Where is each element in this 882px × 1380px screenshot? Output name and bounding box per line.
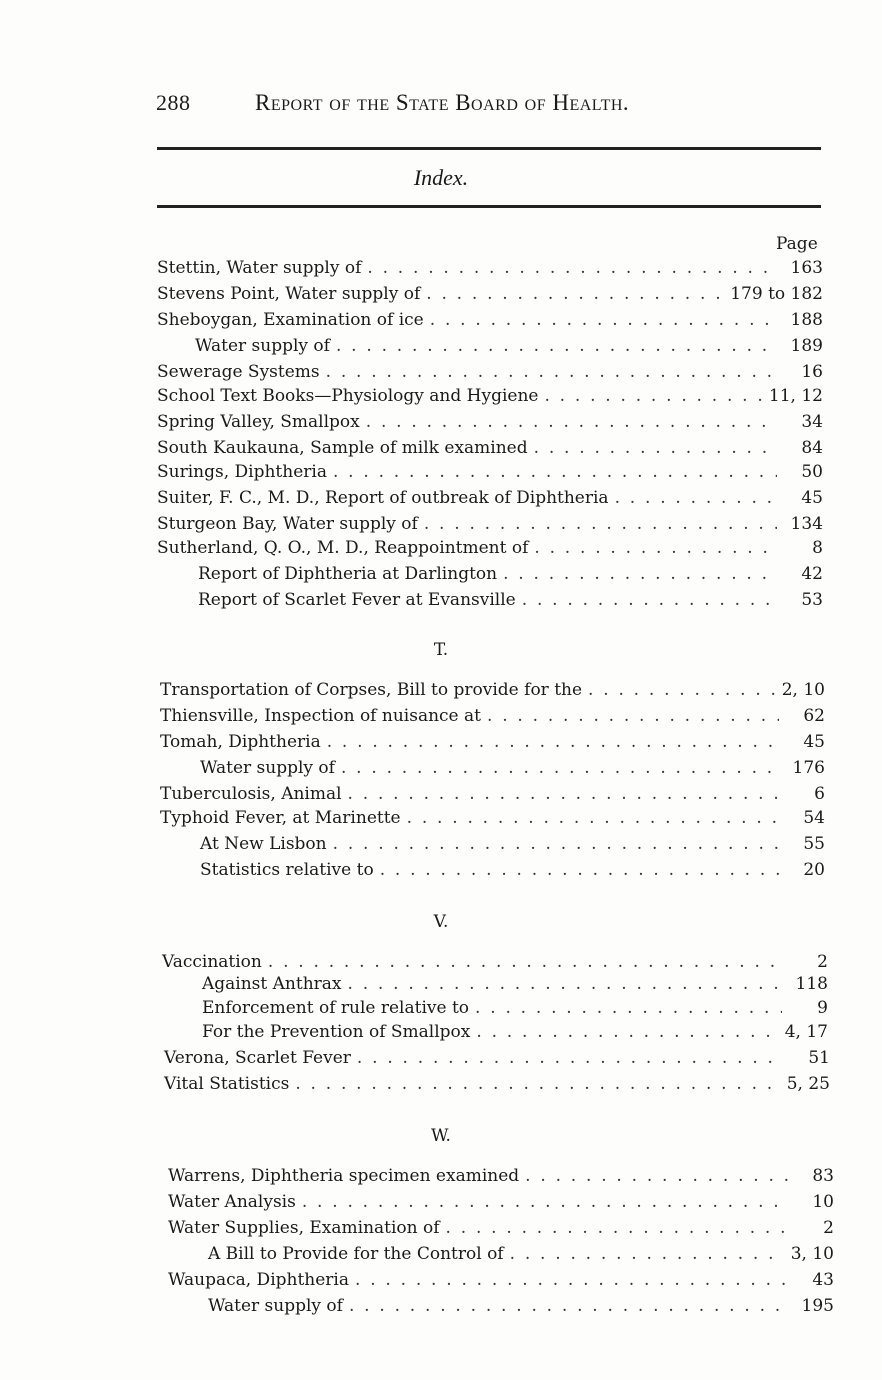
entry-page: 195 <box>801 1296 834 1316</box>
entry-label: Statistics relative to <box>200 860 374 880</box>
entry-page: 2 <box>817 952 828 972</box>
entry-label: Spring Valley, Smallpox <box>157 412 360 432</box>
entry-page: 43 <box>812 1270 834 1290</box>
index-subentry <box>195 336 823 360</box>
entry-label: Water supply of <box>200 758 335 778</box>
entry-page: 54 <box>803 808 825 828</box>
index-entry <box>157 412 823 436</box>
leader-dots <box>510 1244 785 1264</box>
index-subentry <box>198 564 823 588</box>
entry-label: Report of Diphtheria at Darlington <box>198 564 498 584</box>
page-column-heading: Page <box>776 234 818 254</box>
section-letter-v: V. <box>433 912 449 932</box>
leader-dots <box>476 1022 778 1042</box>
running-title: Report of the State Board of Health. <box>255 90 630 115</box>
leader-dots <box>544 386 762 406</box>
entry-label: Tuberculosis, Animal <box>160 784 342 804</box>
leader-dots <box>430 310 777 330</box>
entry-page: 163 <box>790 258 823 278</box>
entry-page: 118 <box>795 974 828 994</box>
entry-label: Water Analysis <box>168 1192 296 1212</box>
leader-dots <box>333 462 777 482</box>
index-entry <box>160 784 825 808</box>
index-entry <box>168 1270 834 1294</box>
index-subentry <box>202 1022 828 1046</box>
index-entry <box>157 362 823 386</box>
entry-label: Transportation of Corpses, Bill to provide for the <box>160 680 583 700</box>
leader-dots <box>475 998 782 1018</box>
entry-page: 51 <box>808 1048 830 1068</box>
entry-label: Water supply of <box>208 1296 343 1316</box>
entry-page: 2, 10 <box>781 680 825 700</box>
leader-dots <box>522 590 777 610</box>
entry-page: 2 <box>823 1218 834 1238</box>
entry-label: Sturgeon Bay, Water supply of <box>157 514 418 534</box>
index-entry <box>168 1192 834 1216</box>
leader-dots <box>348 784 779 804</box>
entry-page: 189 <box>790 336 823 356</box>
entry-page: 42 <box>801 564 823 584</box>
entry-page: 45 <box>803 732 825 752</box>
leader-dots <box>366 412 777 432</box>
leader-dots <box>326 362 777 382</box>
entry-label: Surings, Diphtheria <box>157 462 327 482</box>
index-entry <box>162 952 828 976</box>
entry-page: 6 <box>814 784 825 804</box>
entry-label: Vaccination <box>162 952 262 972</box>
leader-dots <box>357 1048 784 1068</box>
entry-label: Water supply of <box>195 336 330 356</box>
entry-page: 10 <box>812 1192 834 1212</box>
leader-dots <box>341 758 779 778</box>
entry-label: Tomah, Diphtheria <box>160 732 321 752</box>
entry-page: 83 <box>812 1166 834 1186</box>
entry-page: 176 <box>792 758 825 778</box>
entry-page: 3, 10 <box>790 1244 834 1264</box>
index-entry <box>168 1218 834 1242</box>
leader-dots <box>327 732 779 752</box>
leader-dots <box>336 336 777 356</box>
entry-label: For the Prevention of Smallpox <box>202 1022 471 1042</box>
index-entry <box>157 310 823 334</box>
entry-label: A Bill to Provide for the Control of <box>208 1244 504 1264</box>
entry-page: 11, 12 <box>768 386 823 406</box>
index-entry <box>160 706 825 730</box>
entry-label: South Kaukauna, Sample of milk examined <box>157 438 528 458</box>
entry-label: Sutherland, Q. O., M. D., Reappointment of <box>157 538 529 558</box>
entry-page: 45 <box>801 488 823 508</box>
entry-label: Enforcement of rule relative to <box>202 998 470 1018</box>
index-subentry <box>208 1296 834 1320</box>
index-entry <box>157 538 823 562</box>
index-entry <box>164 1048 830 1072</box>
leader-dots <box>355 1270 788 1290</box>
entry-label: Verona, Scarlet Fever <box>164 1048 351 1068</box>
entry-page: 34 <box>801 412 823 432</box>
index-subentry <box>200 758 825 782</box>
index-entry <box>157 514 823 538</box>
index-entry <box>160 732 825 756</box>
leader-dots <box>588 680 776 700</box>
leader-dots <box>534 538 777 558</box>
section-letter-t: T. <box>433 640 449 660</box>
index-entry <box>168 1166 834 1190</box>
index-entry <box>164 1074 830 1098</box>
index-title: Index. <box>413 165 469 190</box>
index-entry <box>157 284 823 308</box>
index-entry <box>160 808 825 832</box>
entry-page: 179 to 182 <box>730 284 823 304</box>
entry-label: Vital Statistics <box>164 1074 290 1094</box>
leader-dots <box>615 488 777 508</box>
index-entry <box>157 258 823 282</box>
leader-dots <box>534 438 777 458</box>
leader-dots <box>407 808 779 828</box>
entry-page: 50 <box>801 462 823 482</box>
entry-page: 134 <box>790 514 823 534</box>
entry-label: Water Supplies, Examination of <box>168 1218 440 1238</box>
entry-label: At New Lisbon <box>200 834 327 854</box>
leader-dots <box>295 1074 780 1094</box>
leader-dots <box>333 834 779 854</box>
leader-dots <box>426 284 724 304</box>
entry-label: Against Anthrax <box>202 974 342 994</box>
entry-page: 5, 25 <box>786 1074 830 1094</box>
leader-dots <box>503 564 777 584</box>
index-subentry <box>208 1244 834 1268</box>
entry-page: 55 <box>803 834 825 854</box>
section-letter-w: W. <box>431 1126 451 1146</box>
index-entry <box>157 386 823 410</box>
leader-dots <box>380 860 779 880</box>
entry-label: School Text Books—Physiology and Hygiene <box>157 386 539 406</box>
entry-page: 53 <box>801 590 823 610</box>
leader-dots <box>302 1192 788 1212</box>
entry-label: Sheboygan, Examination of ice <box>157 310 424 330</box>
index-subentry <box>198 590 823 614</box>
entry-page: 16 <box>801 362 823 382</box>
entry-label: Thiensville, Inspection of nuisance at <box>160 706 481 726</box>
index-subentry <box>202 974 828 998</box>
entry-page: 188 <box>790 310 823 330</box>
index-entry <box>157 438 823 462</box>
entry-label: Waupaca, Diphtheria <box>168 1270 349 1290</box>
index-entry <box>157 488 823 512</box>
leader-dots <box>525 1166 788 1186</box>
entry-label: Suiter, F. C., M. D., Report of outbreak of Diphtheria <box>157 488 609 508</box>
leader-dots <box>487 706 779 726</box>
page-number: 288 <box>156 90 191 115</box>
entry-page: 8 <box>812 538 823 558</box>
entry-label: Stettin, Water supply of <box>157 258 362 278</box>
leader-dots <box>424 514 777 534</box>
entry-label: Stevens Point, Water supply of <box>157 284 421 304</box>
entry-page: 4, 17 <box>784 1022 828 1042</box>
index-subentry <box>200 834 825 858</box>
leader-dots <box>367 258 777 278</box>
entry-label: Warrens, Diphtheria specimen examined <box>168 1166 520 1186</box>
entry-page: 62 <box>803 706 825 726</box>
entry-label: Report of Scarlet Fever at Evansville <box>198 590 516 610</box>
leader-dots <box>349 1296 788 1316</box>
leader-dots <box>446 1218 788 1238</box>
entry-page: 9 <box>817 998 828 1018</box>
entry-label: Sewerage Systems <box>157 362 320 382</box>
leader-dots <box>348 974 783 994</box>
leader-dots <box>268 952 782 972</box>
entry-label: Typhoid Fever, at Marinette <box>160 808 401 828</box>
entry-page: 20 <box>803 860 825 880</box>
index-entry <box>157 462 823 486</box>
index-entry <box>160 680 825 704</box>
index-subentry <box>200 860 825 884</box>
entry-page: 84 <box>801 438 823 458</box>
index-subentry <box>202 998 828 1022</box>
